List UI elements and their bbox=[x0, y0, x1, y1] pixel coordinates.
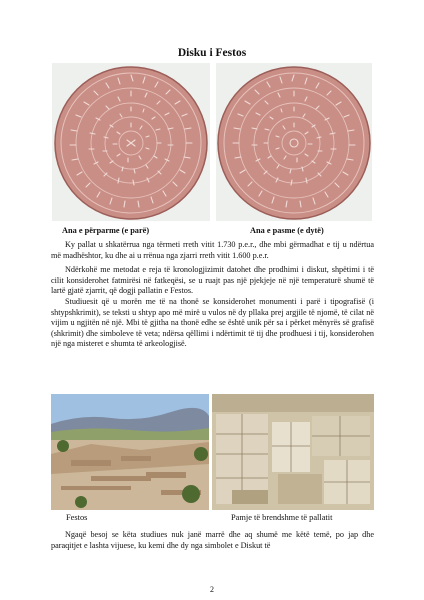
disc-back-caption: Ana e pasme (e dytë) bbox=[250, 226, 324, 235]
disc-back-image bbox=[216, 63, 372, 221]
body-text-upper bbox=[51, 240, 374, 350]
disc-front-caption: Ana e përparme (e parë) bbox=[62, 226, 150, 235]
body-text-lower bbox=[51, 530, 374, 551]
palace-interior-photo bbox=[212, 394, 374, 510]
paragraph-4: Ngaqë besoj se këta studiues nuk janë marrë dhe aq shumë me këtë temë, po jap dhe paraqitjet e lashta vijuese, ku kemi dhe dy nga simbolet e Diskut të bbox=[51, 530, 374, 550]
interior-photo-caption: Pamje të brendshme të pallatit bbox=[231, 513, 333, 522]
page-title: Disku i Festos bbox=[177, 47, 247, 59]
paragraph-3: Studiuesit që u morën me të na thonë se konsiderohet monumenti i parë i tipografisë (i shtypshkrimit), se teksti u shtyp apo më mirë u vulos në dy pllaka prej argjile të njomë, të cilat në vijim u ngjitën në një. Mbi të gjitha na thonë edhe se është unik për sa i përket mënyrës së grafisë (shkrimit) dhe simboleve të veta; ndërsa qëllimi i ndërtimit të tij dhe prodhuesi i tij, konsiderohen një nga misteret e shumta të arkeologjisë. bbox=[51, 296, 374, 349]
page-number: 2 bbox=[210, 585, 214, 594]
paragraph-2: Ndërkohë me metodat e reja të kronologjizimit datohet dhe prodhimi i diskut, shpëtimi i të cilit konsiderohet fatmirësi në fatkeqësi, se u ruajt pas një pjekjeje në një temperaturë shumë të lartë gjatë zjarrit, që dogji pallatin e Festos. bbox=[51, 265, 374, 296]
paragraph-1: Ky pallat u shkatërrua nga tërmeti rreth vitit 1.730 p.e.r., dhe mbi gërmadhat e tij u ndërtua më madhështor, ku dhe ai u rrënua nga zjarri rreth vitit 1.600 p.e.r. bbox=[51, 240, 374, 260]
festos-site-photo bbox=[51, 394, 209, 510]
festos-photo-caption: Festos bbox=[66, 513, 88, 522]
disc-front-image bbox=[52, 63, 210, 221]
